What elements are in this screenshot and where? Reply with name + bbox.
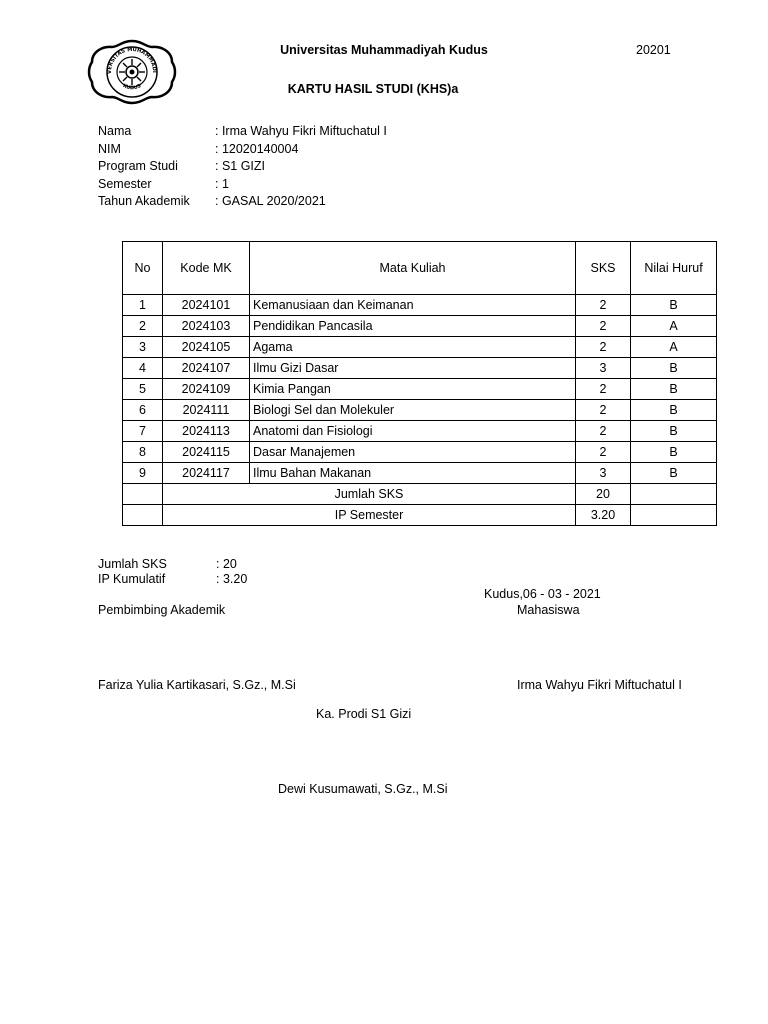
cell-kode: 2024115 xyxy=(163,442,250,463)
cell-no: 5 xyxy=(123,379,163,400)
cell-kode: 2024109 xyxy=(163,379,250,400)
summary-value: : 3.20 xyxy=(216,572,248,586)
cell-no: 4 xyxy=(123,358,163,379)
info-value: : Irma Wahyu Fikri Miftuchatul I xyxy=(215,124,387,138)
empty-cell xyxy=(123,505,163,526)
logo-ring-text: VERSITAS MUHAMMADI xyxy=(106,46,158,74)
cell-sks: 3 xyxy=(576,463,631,484)
head-name: Dewi Kusumawati, S.Gz., M.Si xyxy=(278,782,448,796)
cell-sks: 2 xyxy=(576,316,631,337)
cell-kode: 2024113 xyxy=(163,421,250,442)
info-row xyxy=(98,159,387,177)
document-title: KARTU HASIL STUDI (KHS)a xyxy=(287,82,459,96)
cell-nilai: A xyxy=(631,316,717,337)
table-header-row xyxy=(123,242,717,295)
ip-semester-value: 3.20 xyxy=(576,505,631,526)
info-label: Tahun Akademik xyxy=(98,194,190,208)
cell-kode: 2024105 xyxy=(163,337,250,358)
header-sks: SKS xyxy=(576,242,631,295)
ip-semester-row xyxy=(123,505,717,526)
cell-nilai: B xyxy=(631,358,717,379)
cell-no: 8 xyxy=(123,442,163,463)
cell-nilai: B xyxy=(631,400,717,421)
cell-kode: 2024101 xyxy=(163,295,250,316)
header-kode-mk: Kode MK xyxy=(163,242,250,295)
cell-sks: 2 xyxy=(576,295,631,316)
summary-label: IP Kumulatif xyxy=(98,572,166,586)
summary-value: : 20 xyxy=(216,557,237,571)
cell-nilai: B xyxy=(631,421,717,442)
empty-cell xyxy=(123,484,163,505)
cell-nilai: B xyxy=(631,463,717,484)
place-date: Kudus,06 - 03 - 2021 xyxy=(484,587,601,601)
header-nilai-huruf: Nilai Huruf xyxy=(631,242,717,295)
cell-nilai: B xyxy=(631,442,717,463)
info-label: Nama xyxy=(98,124,132,138)
table-row xyxy=(123,442,717,463)
summary-block xyxy=(98,557,247,587)
cell-kode: 2024117 xyxy=(163,463,250,484)
head-role: Ka. Prodi S1 Gizi xyxy=(316,707,412,721)
table-row xyxy=(123,337,717,358)
table-row xyxy=(123,400,717,421)
table-row xyxy=(123,421,717,442)
cell-mata-kuliah: Dasar Manajemen xyxy=(250,442,576,463)
empty-cell xyxy=(631,505,717,526)
advisor-role: Pembimbing Akademik xyxy=(98,603,226,617)
cell-mata-kuliah: Agama xyxy=(250,337,576,358)
info-row xyxy=(98,142,387,160)
table-row xyxy=(123,379,717,400)
summary-row xyxy=(98,572,247,587)
info-row xyxy=(98,177,387,195)
cell-mata-kuliah: Kimia Pangan xyxy=(250,379,576,400)
ip-semester-label: IP Semester xyxy=(163,505,576,526)
cell-no: 3 xyxy=(123,337,163,358)
student-info xyxy=(98,124,387,212)
cell-sks: 2 xyxy=(576,379,631,400)
student-role: Mahasiswa xyxy=(517,603,580,617)
logo-bottom-text: KUDUS xyxy=(121,82,143,92)
cell-mata-kuliah: Pendidikan Pancasila xyxy=(250,316,576,337)
info-row xyxy=(98,124,387,142)
summary-row xyxy=(98,557,247,572)
info-value: : 12020140004 xyxy=(215,141,299,156)
info-value: : GASAL 2020/2021 xyxy=(215,194,326,208)
cell-mata-kuliah: Ilmu Bahan Makanan xyxy=(250,463,576,484)
cell-sks: 2 xyxy=(576,337,631,358)
cell-no: 9 xyxy=(123,463,163,484)
header-no: No xyxy=(123,242,163,295)
cell-sks: 2 xyxy=(576,400,631,421)
table-row xyxy=(123,463,717,484)
cell-mata-kuliah: Biologi Sel dan Molekuler xyxy=(250,400,576,421)
grades-table xyxy=(122,241,717,526)
cell-sks: 2 xyxy=(576,442,631,463)
table-row xyxy=(123,358,717,379)
cell-kode: 2024107 xyxy=(163,358,250,379)
advisor-name: Fariza Yulia Kartikasari, S.Gz., M.Si xyxy=(98,678,296,692)
info-value: : 1 xyxy=(215,176,229,191)
cell-nilai: B xyxy=(631,295,717,316)
cell-no: 1 xyxy=(123,295,163,316)
student-signature-name: Irma Wahyu Fikri Miftuchatul I xyxy=(517,678,682,692)
empty-cell xyxy=(631,484,717,505)
total-sks-row xyxy=(123,484,717,505)
info-label: Program Studi xyxy=(98,159,178,173)
document-code: 20201 xyxy=(636,43,671,57)
cell-no: 7 xyxy=(123,421,163,442)
cell-nilai: A xyxy=(631,337,717,358)
info-label: Semester xyxy=(98,176,152,191)
university-name: Universitas Muhammadiyah Kudus xyxy=(280,43,488,57)
info-value: : S1 GIZI xyxy=(215,159,266,173)
cell-mata-kuliah: Kemanusiaan dan Keimanan xyxy=(250,295,576,316)
total-sks-value: 20 xyxy=(576,484,631,505)
info-label: NIM xyxy=(98,141,121,156)
cell-no: 6 xyxy=(123,400,163,421)
summary-label: Jumlah SKS xyxy=(98,557,167,571)
cell-mata-kuliah: Anatomi dan Fisiologi xyxy=(250,421,576,442)
cell-no: 2 xyxy=(123,316,163,337)
cell-sks: 2 xyxy=(576,421,631,442)
info-row xyxy=(98,194,387,212)
table-row xyxy=(123,316,717,337)
table-row xyxy=(123,295,717,316)
cell-kode: 2024103 xyxy=(163,316,250,337)
cell-sks: 3 xyxy=(576,358,631,379)
cell-nilai: B xyxy=(631,379,717,400)
header-mata-kuliah: Mata Kuliah xyxy=(250,242,576,295)
cell-kode: 2024111 xyxy=(163,400,250,421)
total-sks-label: Jumlah SKS xyxy=(163,484,576,505)
cell-mata-kuliah: Ilmu Gizi Dasar xyxy=(250,358,576,379)
